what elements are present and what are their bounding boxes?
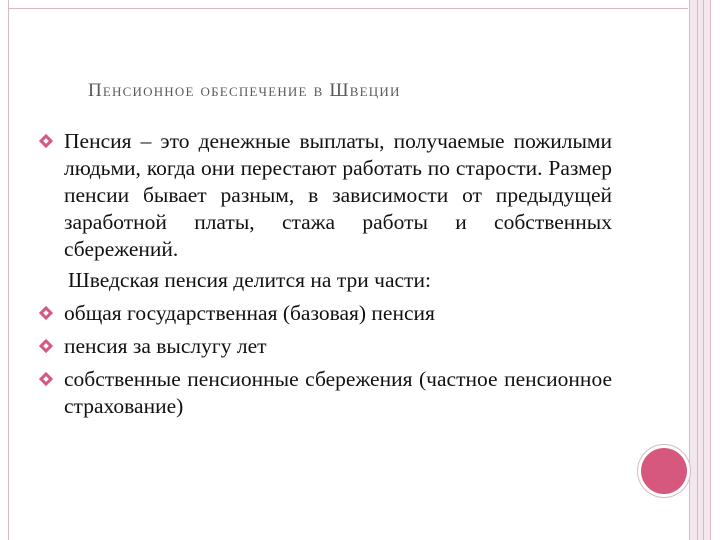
paragraph-pension-parts-intro bbox=[38, 267, 612, 294]
diamond-bullet-icon bbox=[38, 338, 54, 354]
diamond-bullet-icon bbox=[38, 371, 54, 387]
decorative-circle bbox=[641, 448, 687, 494]
paragraph-text: Пенсия – это денежные выплаты, получаемые пожилыми людьми, когда они перестают работать по старости. Размер пенсии бывает разным, в зависимости от предыдущей заработной платы, стажа работы и собственных сбережений. bbox=[64, 129, 612, 261]
list-item-basic-pension bbox=[38, 300, 612, 327]
list-item-text: общая государственная (базовая) пенсия bbox=[64, 301, 435, 325]
slide-content bbox=[38, 128, 612, 424]
frame-line-top bbox=[8, 8, 688, 9]
right-stripe bbox=[697, 0, 698, 540]
paragraph-text: Шведская пенсия делится на три части: bbox=[68, 268, 431, 292]
list-item-text: собственные пенсионные сбережения (частное пенсионное страхование) bbox=[64, 367, 612, 418]
right-stripe bbox=[703, 0, 704, 540]
frame-line-left bbox=[8, 0, 9, 540]
right-stripe bbox=[710, 0, 711, 540]
right-decor-band bbox=[689, 0, 711, 540]
list-item-service-pension bbox=[38, 333, 612, 360]
diamond-bullet-icon bbox=[38, 133, 54, 149]
slide-title: Пенсионное обеспечение в Швеции bbox=[88, 80, 401, 101]
list-item-private-savings bbox=[38, 366, 612, 420]
diamond-bullet-icon bbox=[38, 305, 54, 321]
list-item-text: пенсия за выслугу лет bbox=[64, 334, 267, 358]
right-stripe bbox=[689, 0, 690, 540]
paragraph-pension-definition bbox=[38, 128, 612, 263]
